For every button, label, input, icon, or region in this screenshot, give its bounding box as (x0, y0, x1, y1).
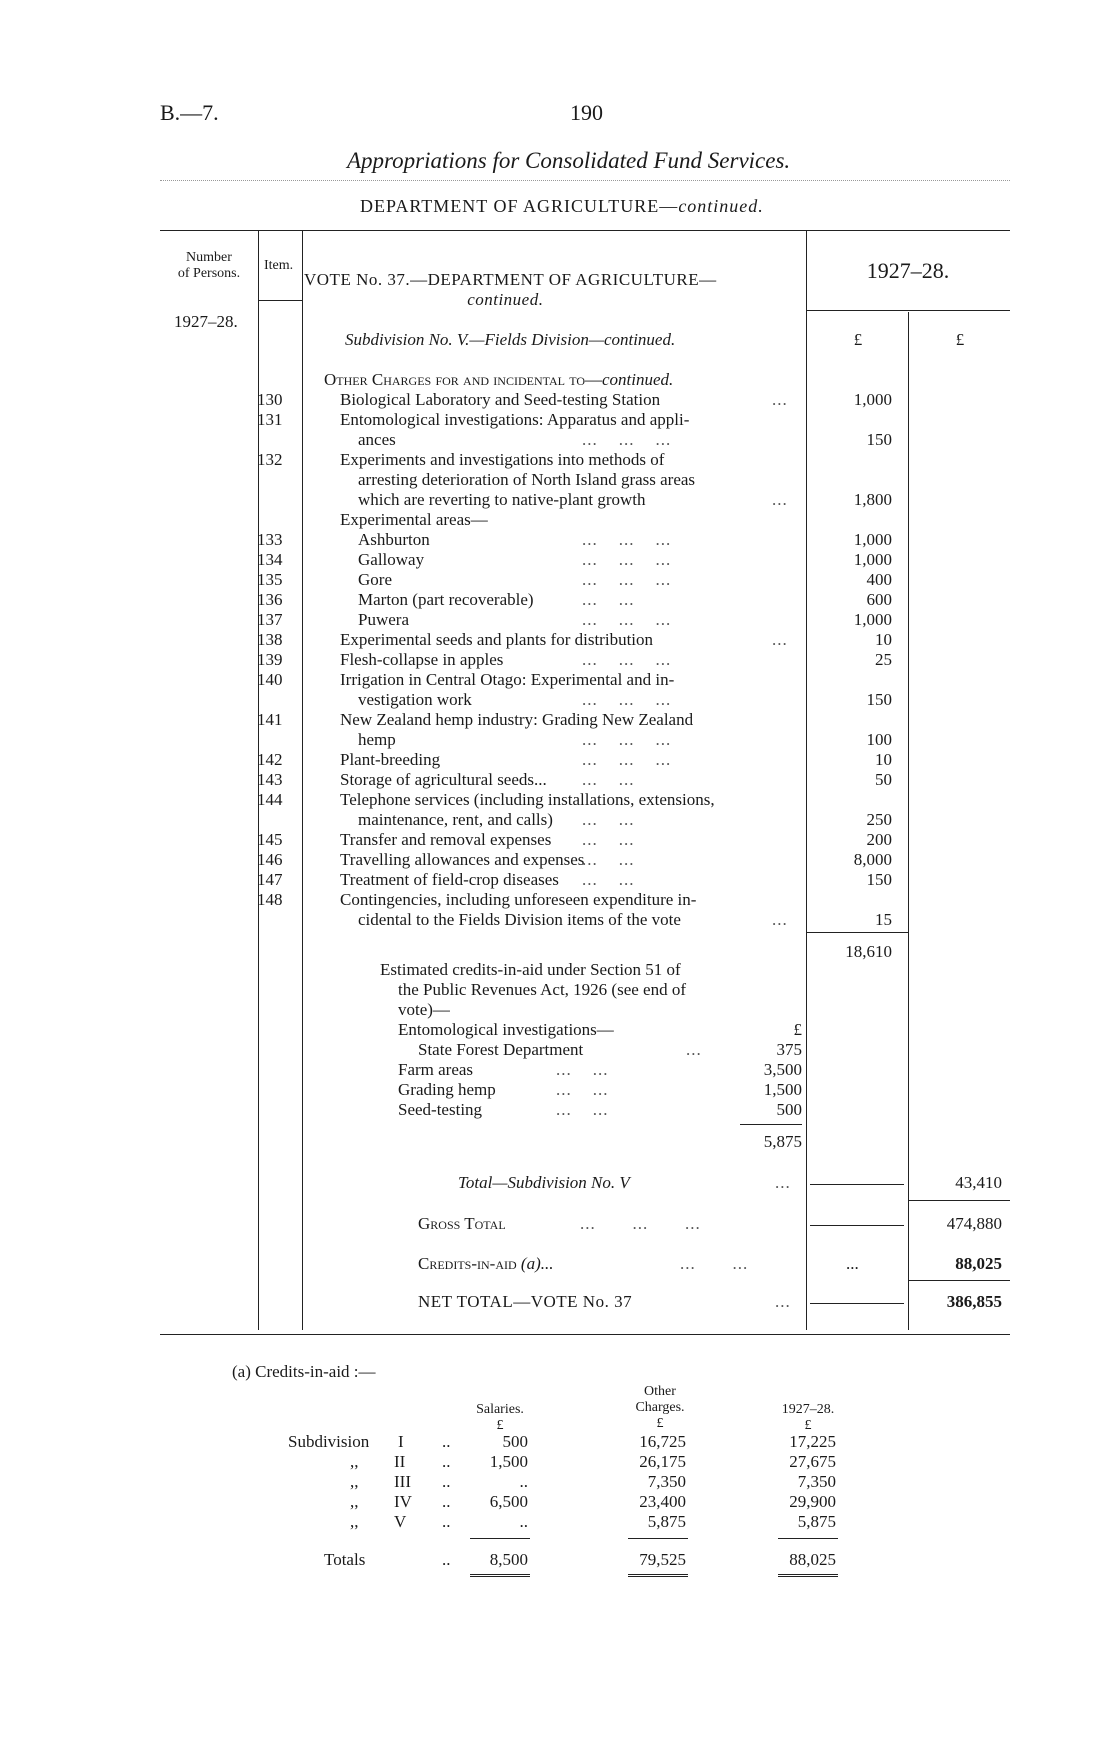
fn-row-total: 7,350 (797, 1472, 836, 1491)
item-amount: 1,800 (853, 490, 892, 509)
fn-row-salaries: 6,500 (489, 1492, 528, 1511)
item-amount: 15 (875, 910, 892, 929)
item-amount: 1,000 (853, 390, 892, 409)
fn-double-rule-salaries (470, 1574, 530, 1577)
fn-row-dotdot: .. (442, 1452, 451, 1471)
item-number: 148 (257, 890, 283, 909)
item-description: Telephone services (including installations, extensions, (340, 790, 715, 809)
item-number: 144 (257, 790, 283, 809)
subdivision-heading: Subdivision No. V.—Fields Division—continued. (345, 330, 676, 349)
item-dots: ... (772, 630, 788, 649)
item-amount: 250 (866, 810, 892, 829)
fn-rule-salaries (470, 1538, 530, 1539)
item-description: Contingencies, including unforeseen expenditure in- (340, 890, 697, 909)
item-dots: ... ... ... (582, 530, 672, 549)
fn-totals-dotdot: .. (442, 1550, 451, 1569)
item-description: vestigation work (358, 690, 472, 709)
fn-row-label: ,, (350, 1512, 359, 1531)
fn-row-dotdot: .. (442, 1492, 451, 1511)
fn-row-roman: II (394, 1452, 406, 1471)
fn-totals-label: Totals (324, 1550, 366, 1569)
fn-rule-other (628, 1538, 688, 1539)
total-subdivision-dots: ... (775, 1173, 791, 1192)
credits-total: 5,875 (763, 1132, 802, 1151)
fn-double-rule-year (778, 1574, 838, 1577)
year-header-rule (806, 310, 1010, 311)
fn-totals-other: 79,525 (639, 1550, 686, 1569)
credits-in-aid-dots: ... ... (680, 1254, 749, 1273)
fn-row-roman: IV (394, 1492, 412, 1511)
fn-totals-year: 88,025 (789, 1550, 836, 1569)
fn-row-dotdot: .. (442, 1472, 451, 1491)
credits-row-amount: 3,500 (763, 1060, 802, 1079)
item-description: cidental to the Fields Division items of the vote (358, 910, 681, 929)
item-description: Biological Laboratory and Seed-testing Station (340, 390, 661, 409)
gross-rule (908, 1200, 1010, 1201)
item-number: 139 (257, 650, 283, 669)
item-number: 145 (257, 830, 283, 849)
fn-header-year-label: 1927–28. (781, 1402, 835, 1417)
vote-title (304, 270, 717, 310)
item-amount: 100 (866, 730, 892, 749)
item-description: Treatment of field-crop diseases (340, 870, 559, 889)
item-number: 136 (257, 590, 283, 609)
item-description: Flesh-collapse in apples (340, 650, 504, 669)
credits-total-rule (740, 1124, 802, 1125)
item-description: Experimental seeds and plants for distribution (340, 630, 654, 649)
net-total-dots: ... (775, 1292, 791, 1311)
subtotal-rule (806, 932, 908, 933)
fn-row-label: ,, (350, 1452, 359, 1471)
item-amount: 400 (866, 570, 892, 589)
fn-row-total: 5,875 (797, 1512, 836, 1531)
credits-in-aid-text: Credits-in-aid (418, 1254, 517, 1273)
item-number: 138 (257, 630, 283, 649)
net-rule (908, 1280, 1010, 1281)
vote-title-line1: VOTE No. 37.—DEPARTMENT OF AGRICULTURE— (304, 270, 717, 289)
item-amount: 1,000 (853, 610, 892, 629)
fn-row-total: 29,900 (789, 1492, 836, 1511)
item-description: Galloway (358, 550, 425, 569)
item-dots: ... ... ... (582, 610, 672, 629)
item-number: 147 (257, 870, 283, 889)
col-rule-item (302, 230, 303, 1330)
department-name: DEPARTMENT OF AGRICULTURE— (360, 196, 679, 216)
fn-header-other-line2: Charges. (635, 1400, 685, 1415)
fn-row-salaries: .. (519, 1472, 528, 1491)
fn-row-label: Subdivision (288, 1432, 370, 1451)
item-amount: 1,000 (853, 530, 892, 549)
item-dots: ... ... ... (582, 690, 672, 709)
document-reference: B.—7. (160, 100, 219, 125)
col-rule-amount1 (806, 230, 807, 1330)
pound-sign-1: £ (853, 330, 863, 349)
item-amount: 600 (866, 590, 892, 609)
item-amount: 150 (866, 690, 892, 709)
year-left: 1927–28. (174, 312, 238, 331)
item-description: Marton (part recoverable) (358, 590, 534, 609)
item-dots: ... ... (582, 830, 635, 849)
other-charges-continued: continued. (602, 370, 674, 389)
item-dots: ... ... (582, 810, 635, 829)
credits-row-dots: ... ... (556, 1100, 609, 1119)
fn-row-roman: III (394, 1472, 411, 1491)
other-charges-label: Other Charges for and incidental to— (324, 370, 603, 389)
col-rule-amount2 (908, 312, 909, 1330)
fn-header-year-pound: £ (804, 1418, 812, 1433)
item-description: Storage of agricultural seeds... (340, 770, 547, 789)
fn-header-other-line1: Other (644, 1384, 676, 1399)
item-amount: 1,000 (853, 550, 892, 569)
credits-row-dots: ... ... (556, 1060, 609, 1079)
item-dots: ... ... ... (582, 570, 672, 589)
credits-row-amount: 1,500 (763, 1080, 802, 1099)
item-description: Ashburton (358, 530, 430, 549)
fn-row-roman: I (398, 1432, 404, 1451)
item-amount: 8,000 (853, 850, 892, 869)
gross-total-dash (810, 1225, 904, 1226)
item-description: Experimental areas— (340, 510, 488, 529)
credits-intro-line2: the Public Revenues Act, 1926 (see end of (398, 980, 686, 999)
pound-sign-2: £ (955, 330, 965, 349)
item-number: 131 (257, 410, 283, 429)
fn-row-label: ,, (350, 1492, 359, 1511)
credits-row-label: State Forest Department (418, 1040, 584, 1059)
item-amount: 200 (866, 830, 892, 849)
table-top-rule (160, 230, 1010, 231)
fn-header-year (768, 1402, 848, 1434)
credits-intro (380, 960, 686, 1020)
item-amount: 10 (875, 750, 892, 769)
item-number: 141 (257, 710, 283, 729)
fn-row-salaries: 500 (502, 1432, 528, 1451)
credits-row-label: Entomological investigations— (398, 1020, 614, 1039)
fn-row-other: 7,350 (647, 1472, 686, 1491)
fn-header-salaries (460, 1402, 540, 1434)
credits-intro-line1: Estimated credits-in-aid under Section 51 of (380, 960, 681, 979)
other-charges-heading (324, 370, 673, 390)
total-subdivision-value: 43,410 (955, 1173, 1002, 1192)
item-amount: 50 (875, 770, 892, 789)
gross-total-label: Gross Total (418, 1214, 506, 1233)
gross-total-value: 474,880 (946, 1214, 1002, 1233)
col-header-item: Item. (264, 258, 294, 273)
fn-row-total: 17,225 (789, 1432, 836, 1451)
item-dots: ... ... ... (582, 750, 672, 769)
item-amount: 150 (866, 430, 892, 449)
item-amount: 150 (866, 870, 892, 889)
item-dots: ... ... ... (582, 550, 672, 569)
fn-rule-year (778, 1538, 838, 1539)
fn-row-salaries: 1,500 (489, 1452, 528, 1471)
item-description: arresting deterioration of North Island grass areas (358, 470, 696, 489)
fn-totals-salaries: 8,500 (489, 1550, 528, 1569)
fn-row-label: ,, (350, 1472, 359, 1491)
vote-title-line2: continued. (467, 290, 544, 309)
fn-double-rule-other (628, 1574, 688, 1577)
credits-row-label: Grading hemp (398, 1080, 496, 1099)
item-description: Irrigation in Central Otago: Experimental and in- (340, 670, 675, 689)
item-dots: ... (772, 910, 788, 929)
subtotal-value: 18,610 (845, 942, 892, 961)
fn-header-salaries-label: Salaries. (476, 1402, 524, 1417)
credits-row-amount: 500 (776, 1100, 802, 1119)
item-dots: ... ... ... (582, 430, 672, 449)
credits-row-dots: ... ... (556, 1080, 609, 1099)
item-description: which are reverting to native-plant growth (358, 490, 646, 509)
item-number: 130 (257, 390, 283, 409)
item-number: 137 (257, 610, 283, 629)
item-dots: ... ... (582, 850, 635, 869)
item-number: 132 (257, 450, 283, 469)
department-heading (360, 196, 764, 217)
fn-row-dotdot: .. (442, 1512, 451, 1531)
credits-in-aid-mid: ... (846, 1254, 859, 1273)
credits-in-aid-label (418, 1254, 553, 1274)
item-number: 135 (257, 570, 283, 589)
page-title: Appropriations for Consolidated Fund Services. (347, 148, 791, 173)
item-number: 134 (257, 550, 283, 569)
fn-row-other: 26,175 (639, 1452, 686, 1471)
item-amount: 10 (875, 630, 892, 649)
credits-row-label: Seed-testing (398, 1100, 483, 1119)
item-description: Transfer and removal expenses (340, 830, 552, 849)
item-description: New Zealand hemp industry: Grading New Zealand (340, 710, 694, 729)
net-total-dash (810, 1303, 904, 1304)
total-subdivision-dash (810, 1184, 904, 1185)
item-description: Travelling allowances and expenses (340, 850, 585, 869)
item-dots: ... ... (582, 870, 635, 889)
fn-row-other: 16,725 (639, 1432, 686, 1451)
item-description: Gore (358, 570, 392, 589)
item-dots: ... ... (582, 770, 635, 789)
credits-row-dots: ... (686, 1040, 702, 1059)
item-dots: ... (772, 490, 788, 509)
fn-row-roman: V (394, 1512, 407, 1531)
item-description: Puwera (358, 610, 409, 629)
net-total-label: NET TOTAL—VOTE No. 37 (418, 1292, 633, 1311)
item-number: 146 (257, 850, 283, 869)
item-description: hemp (358, 730, 396, 749)
gross-total-dots: ... ... ... (580, 1214, 701, 1233)
item-dots: ... ... ... (582, 730, 672, 749)
fn-row-total: 27,675 (789, 1452, 836, 1471)
credits-in-aid-ref: (a)... (520, 1254, 554, 1273)
credits-intro-line3: vote)— (398, 1000, 450, 1019)
fn-row-other: 5,875 (647, 1512, 686, 1531)
item-amount: 25 (875, 650, 892, 669)
fn-row-salaries: .. (519, 1512, 528, 1531)
item-dots: ... (772, 390, 788, 409)
fn-header-other (620, 1384, 700, 1432)
item-dots: ... ... (582, 590, 635, 609)
item-dots: ... ... ... (582, 650, 672, 669)
title-rule (160, 180, 1010, 181)
fn-row-dotdot: .. (442, 1432, 451, 1451)
credits-row-amount: 375 (776, 1040, 802, 1059)
item-description: maintenance, rent, and calls) (358, 810, 553, 829)
fn-header-salaries-pound: £ (496, 1418, 504, 1433)
net-total-value: 386,855 (946, 1292, 1002, 1311)
col-header-year: 1927–28. (866, 258, 950, 283)
fn-header-other-pound: £ (656, 1416, 664, 1431)
item-description: ances (358, 430, 396, 449)
page-number: 190 (570, 100, 603, 125)
table-bottom-rule (160, 1334, 1010, 1335)
credits-row-label: Farm areas (398, 1060, 474, 1079)
col-header-number-line2: of Persons. (177, 266, 241, 281)
col-header-number (160, 250, 258, 282)
item-description: Entomological investigations: Apparatus and appli- (340, 410, 690, 429)
credits-in-aid-value: 88,025 (955, 1254, 1002, 1273)
item-number: 143 (257, 770, 283, 789)
credits-row-amount: £ (793, 1020, 802, 1039)
item-number: 140 (257, 670, 283, 689)
col-header-number-line1: Number (186, 250, 232, 265)
total-subdivision-label: Total—Subdivision No. V (458, 1173, 630, 1192)
item-number: 142 (257, 750, 283, 769)
footnote-title: (a) Credits-in-aid :— (232, 1362, 376, 1381)
department-continued: continued. (678, 196, 764, 216)
item-description: Experiments and investigations into methods of (340, 450, 665, 469)
item-description: Plant-breeding (340, 750, 441, 769)
fn-row-other: 23,400 (639, 1492, 686, 1511)
item-number: 133 (257, 530, 283, 549)
